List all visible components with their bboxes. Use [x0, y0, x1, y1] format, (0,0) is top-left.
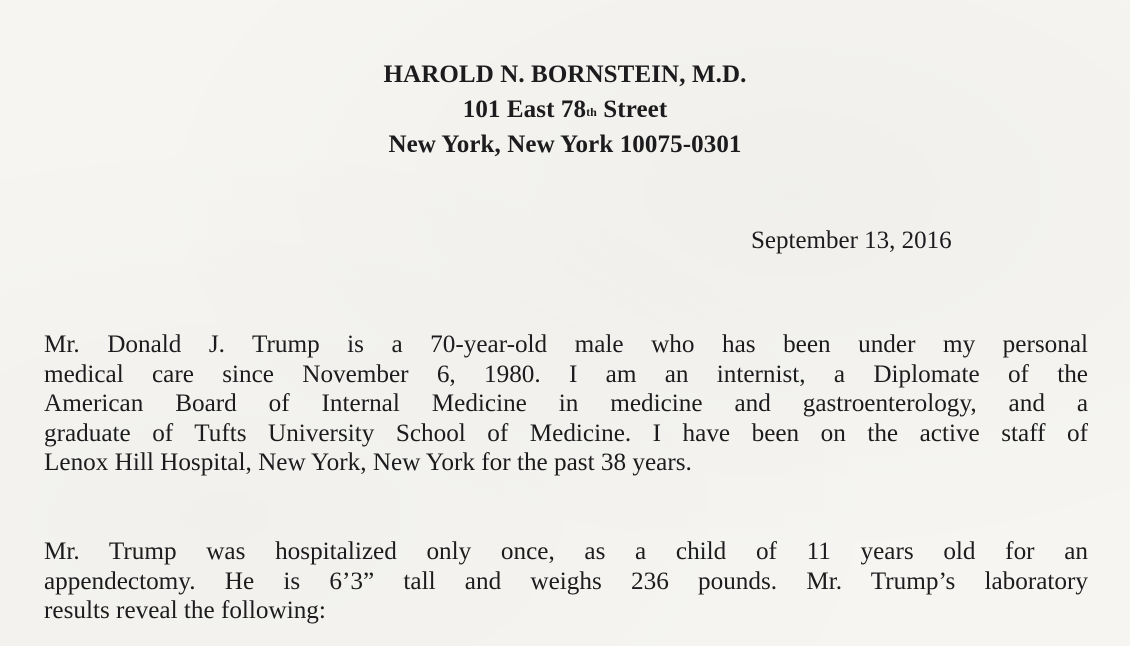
- street-number: 101 East 78: [462, 96, 587, 123]
- letter-date: September 13, 2016: [751, 227, 952, 254]
- paragraph-line: Mr. Donald J. Trump is a 70-year-old male who has been under my personal: [44, 331, 1088, 358]
- paragraph-line: Mr. Trump was hospitalized only once, as a child of 11 years old for an: [44, 538, 1088, 565]
- city-line: New York, New York 10075-0301: [388, 131, 742, 158]
- paragraph-line: Lenox Hill Hospital, New York, New York for the past 38 years.: [44, 449, 692, 476]
- street-ordinal: th: [586, 105, 597, 119]
- paragraph-line: American Board of Internal Medicine in medicine and gastroenterology, and a: [44, 390, 1088, 417]
- paragraph-1: [44, 330, 1088, 478]
- paragraph-line: appendectomy. He is 6’3” tall and weighs 236 pounds. Mr. Trump’s laboratory: [44, 567, 1088, 595]
- paragraph-2: [44, 537, 1088, 626]
- paragraph-line: medical care since November 6, 1980. I am an internist, a Diplomate of the: [44, 360, 1088, 388]
- street-address: [0, 92, 1130, 127]
- paragraph-line: graduate of Tufts University School of Medicine. I have been on the active staff of: [44, 419, 1088, 447]
- paragraph-line: results reveal the following:: [44, 597, 326, 624]
- letterhead: [0, 57, 1130, 162]
- street-name: Street: [596, 96, 668, 123]
- physician-name: HAROLD N. BORNSTEIN, M.D.: [383, 61, 747, 88]
